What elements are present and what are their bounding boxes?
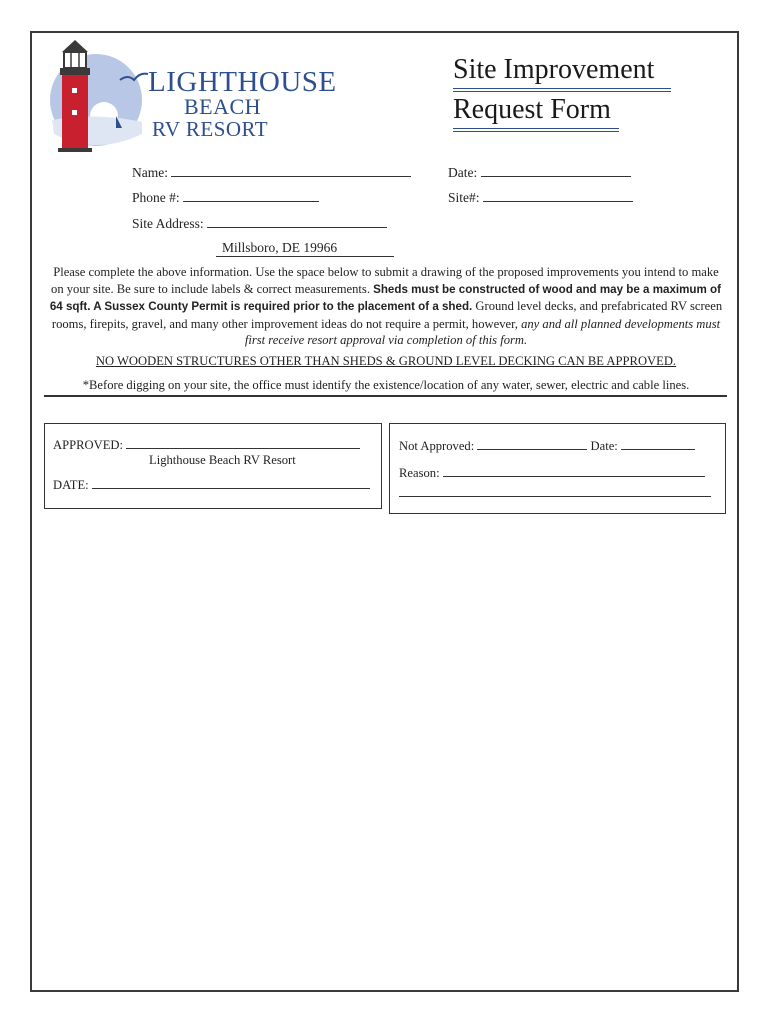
site-number-input-line[interactable] <box>483 189 633 202</box>
title-underline-1 <box>453 88 671 92</box>
not-approved-date-label: Date: <box>590 439 618 453</box>
instructions-text-2: Ground level decks, and prefabricated RV screen rooms, firepits, gravel, and many other improvement ideas do not require a permit, however, <box>51 299 723 331</box>
digging-note: *Before digging on your site, the office must identify the existence/location of any water, sewer, electric and cable lines. <box>82 378 690 392</box>
site-address-field[interactable] <box>132 215 387 232</box>
city-state-zip: Millsboro, DE 19966 <box>216 240 394 257</box>
reason-line-1[interactable] <box>443 464 705 477</box>
section-divider <box>44 395 727 397</box>
not-approved-field[interactable] <box>399 437 695 454</box>
reason-label: Reason: <box>399 466 440 480</box>
name-field[interactable] <box>132 164 411 181</box>
page-title-line-1: Site Improvement <box>453 54 655 85</box>
reason-line-2[interactable] <box>399 484 711 497</box>
instructions-paragraph <box>46 264 726 349</box>
date-label: Date: <box>448 165 478 180</box>
logo-text-lighthouse: LIGHTHOUSE <box>148 66 337 98</box>
approved-label: APPROVED: <box>53 438 123 452</box>
not-approved-label: Not Approved: <box>399 439 475 453</box>
instructions-shed-rules: Sheds must be constructed of wood and may be a maximum of 64 sqft. A Sussex County Permit is required prior to the placement of a shed. <box>49 282 721 313</box>
approved-date-field[interactable] <box>53 476 370 493</box>
resort-name: Lighthouse Beach RV Resort <box>149 453 296 467</box>
phone-field[interactable] <box>132 189 319 206</box>
date-input-line[interactable] <box>481 164 631 177</box>
not-approved-box <box>389 423 726 514</box>
date-field[interactable] <box>448 164 631 181</box>
approved-field[interactable] <box>53 436 360 453</box>
logo-text-rv-resort: RV RESORT <box>152 117 269 141</box>
approved-date-line[interactable] <box>92 476 370 489</box>
reason-line-2-wrap[interactable] <box>399 484 711 501</box>
wooden-structures-warning: NO WOODEN STRUCTURES OTHER THAN SHEDS & GROUND LEVEL DECKING CAN BE APPROVED. <box>95 354 677 368</box>
phone-label: Phone #: <box>132 190 180 205</box>
site-number-field[interactable] <box>448 189 633 206</box>
title-underline-2 <box>453 128 619 132</box>
site-number-label: Site#: <box>448 190 480 205</box>
page-title-line-2: Request Form <box>453 94 611 125</box>
name-input-line[interactable] <box>171 164 411 177</box>
site-address-label: Site Address: <box>132 216 204 231</box>
instructions-text-1: Please complete the above information. Use the space below to submit a drawing of the proposed improvements you intend to make on your site. Be sure to include labels & correct measurements. <box>51 265 719 296</box>
approved-date-label: DATE: <box>53 478 89 492</box>
site-address-input-line[interactable] <box>207 215 387 228</box>
not-approved-date-line[interactable] <box>621 437 695 450</box>
not-approved-line[interactable] <box>477 437 587 450</box>
reason-field[interactable] <box>399 464 705 481</box>
approved-box <box>44 423 382 509</box>
logo-text-beach: BEACH <box>184 94 262 119</box>
instructions-approval-note: any and all planned developments must first receive resort approval via completion of this form. <box>244 316 721 347</box>
approved-signature-line[interactable] <box>126 436 360 449</box>
name-label: Name: <box>132 165 168 180</box>
phone-input-line[interactable] <box>183 189 319 202</box>
